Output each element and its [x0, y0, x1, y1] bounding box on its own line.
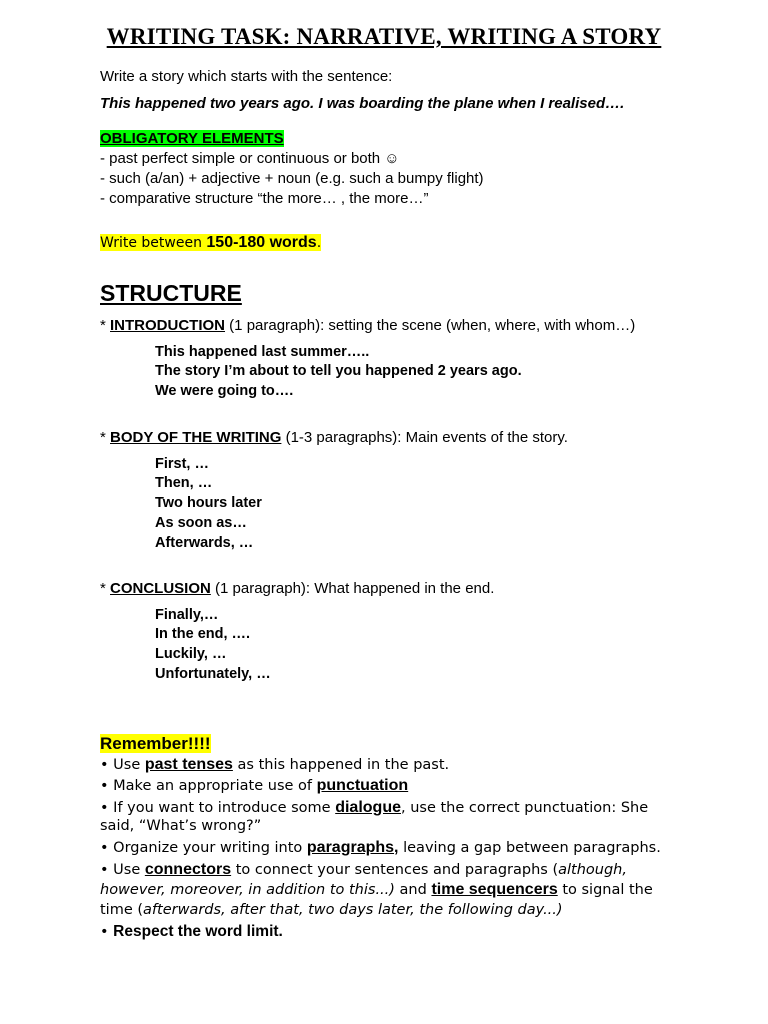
- page-title: WRITING TASK: NARRATIVE, WRITING A STORY: [106, 24, 662, 49]
- tip-punctuation: • Make an appropriate use of punctuation: [100, 777, 409, 794]
- remember-label: Remember!!!!: [100, 734, 211, 753]
- tip-connectors-line2: however, moreover, in addition to this...) and time sequencers to signal the: [100, 881, 653, 898]
- word-limit-highlight: Write between 150-180 words.: [100, 234, 322, 251]
- key-term: punctuation: [316, 777, 409, 794]
- example-phrase: Unfortunately, …: [155, 666, 271, 682]
- example-phrase: Then, …: [155, 475, 213, 491]
- word-count: 150-180 words: [206, 234, 317, 251]
- section-label: CONCLUSION: [110, 580, 211, 597]
- section-body: * BODY OF THE WRITING (1-3 paragraphs): Main events of the story.: [100, 429, 568, 446]
- example-phrase: In the end, ….: [155, 626, 251, 642]
- example-phrase: Finally,…: [155, 607, 219, 623]
- remember-heading: [100, 734, 211, 754]
- tip-connectors: • Use connectors to connect your sentences and paragraphs (although,: [100, 861, 627, 878]
- key-term: past tenses: [144, 756, 233, 773]
- intro-text: Write a story which starts with the sentence:: [100, 68, 393, 85]
- word-limit-note: [100, 234, 321, 252]
- example-phrase: Luckily, …: [155, 646, 227, 662]
- obligatory-item: - comparative structure “the more… , the more…”: [100, 190, 429, 207]
- example-phrase: The story I’m about to tell you happened 2 years ago.: [155, 363, 522, 379]
- key-term: paragraphs,: [306, 839, 399, 856]
- example-phrase: As soon as…: [155, 515, 247, 531]
- key-term: connectors: [144, 861, 232, 878]
- structure-heading: STRUCTURE: [100, 280, 242, 306]
- story-prompt: This happened two years ago. I was boarding the plane when I realised….: [100, 95, 625, 112]
- example-phrase: Afterwards, …: [155, 535, 254, 551]
- tip-paragraphs: • Organize your writing into paragraphs, leaving a gap between paragraphs.: [100, 839, 661, 856]
- section-introduction: * INTRODUCTION (1 paragraph): setting the scene (when, where, with whom…): [100, 317, 636, 334]
- obligatory-heading: [100, 130, 284, 147]
- tip-past-tenses: • Use past tenses as this happened in the past.: [100, 756, 450, 773]
- section-label: BODY OF THE WRITING: [110, 429, 282, 446]
- key-term: dialogue: [335, 799, 401, 816]
- example-phrase: Two hours later: [155, 495, 262, 511]
- obligatory-heading-label: OBLIGATORY ELEMENTS: [100, 130, 284, 147]
- example-phrase: This happened last summer…..: [155, 344, 370, 360]
- example-phrase: First, …: [155, 456, 209, 472]
- tip-connectors-line3: time (afterwards, after that, two days later, the following day...): [100, 902, 563, 918]
- tip-dialogue: • If you want to introduce some dialogue, use the correct punctuation: She: [100, 799, 649, 816]
- obligatory-item: - past perfect simple or continuous or both ☺: [100, 150, 400, 167]
- tip-word-limit: • Respect the word limit.: [100, 923, 283, 940]
- tip-dialogue-cont: said, “What’s wrong?”: [100, 818, 262, 834]
- section-label: INTRODUCTION: [110, 317, 226, 334]
- example-phrase: We were going to….: [155, 383, 294, 399]
- section-conclusion: * CONCLUSION (1 paragraph): What happened in the end.: [100, 580, 495, 597]
- obligatory-item: - such (a/an) + adjective + noun (e.g. such a bumpy flight): [100, 170, 484, 187]
- key-term: time sequencers: [431, 881, 558, 898]
